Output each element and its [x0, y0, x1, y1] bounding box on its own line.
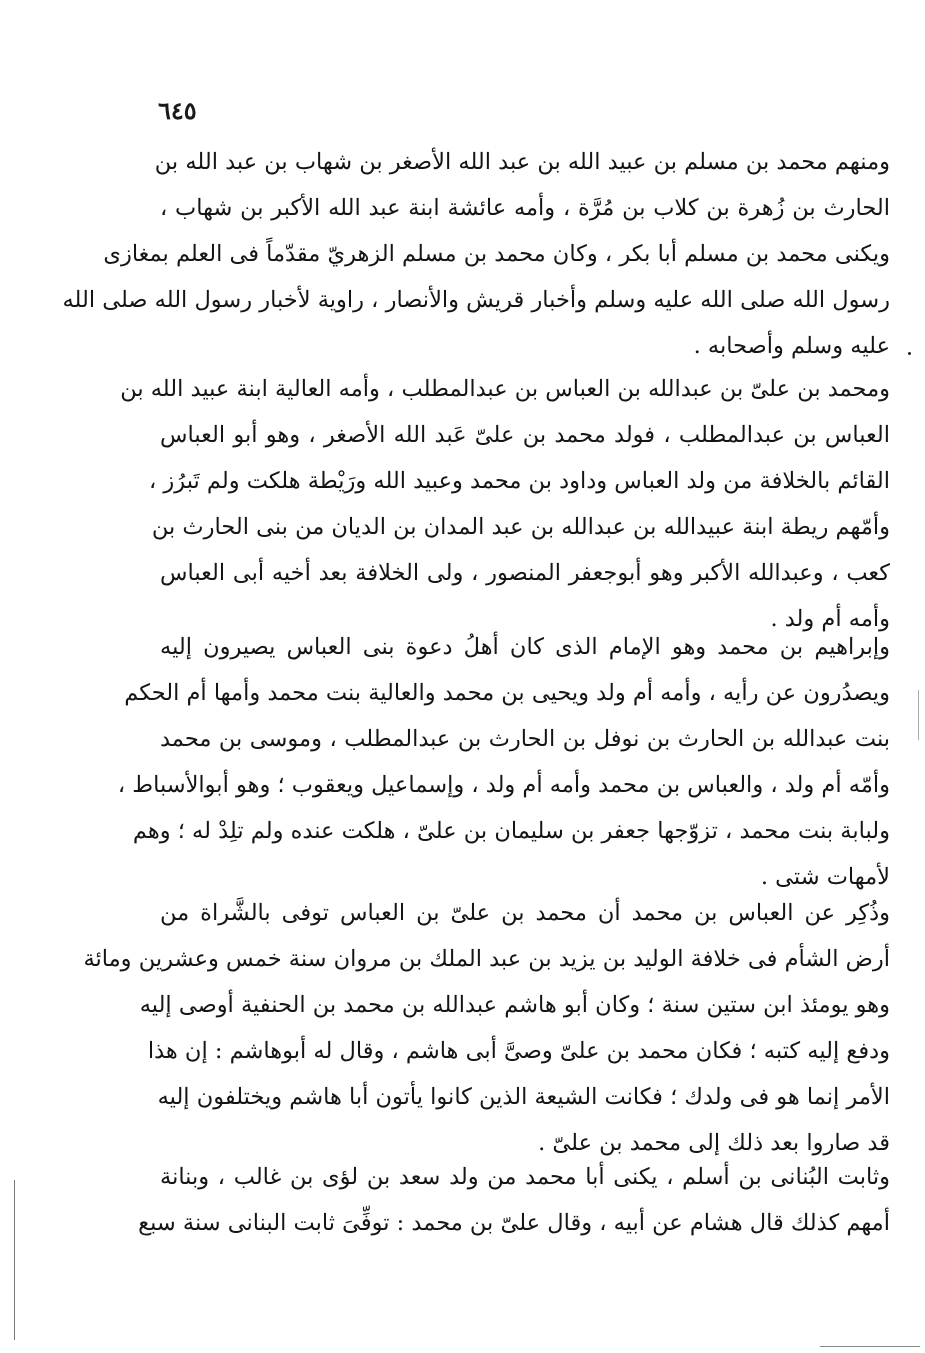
- text-line: بنت عبدالله بن الحارث بن نوفل بن الحارث بن عبدالمطلب ، وموسى بن محمد: [160, 726, 890, 752]
- text-line: وأمّهم ريطة ابنة عبيدالله بن عبدالله بن عبد المدان بن الديان من بنى الحارث بن: [151, 514, 890, 540]
- page-number: ٦٤٥: [158, 96, 197, 125]
- scan-edge-line: [918, 690, 919, 740]
- scan-edge-line: [14, 1180, 15, 1340]
- paragraph-5: [138, 1154, 890, 1246]
- text-line: وأمّه أم ولد ، والعباس بن محمد وأمه أم ولد ، وإسماعيل ويعقوب ؛ وهو أبوالأسباط ،: [117, 772, 890, 798]
- text-line: القائم بالخلافة من ولد العباس وداود بن محمد وعبيد الله ورَيْطة هلكت ولم تَبرُز ،: [149, 468, 890, 494]
- text-line: وذُكِر عن العباس بن محمد أن محمد بن علىّ بن العباس توفى بالشَّراة من: [160, 900, 890, 926]
- paragraph-1: [62, 139, 890, 369]
- text-line: وأمه أم ولد .: [770, 606, 890, 632]
- paragraph-2: [120, 366, 890, 642]
- text-line: كعب ، وعبدالله الأكبر وهو أبوجعفر المنصور ، ولى الخلافة بعد أخيه أبى العباس: [160, 560, 890, 586]
- text-line: ولبابة بنت محمد ، تزوّجها جعفر بن سليمان بن علىّ ، هلكت عنده ولم تلِدْ له ؛ وهم: [132, 818, 890, 844]
- scan-speck: [908, 352, 911, 355]
- text-line: ومحمد بن علىّ بن عبدالله بن العباس بن عبدالمطلب ، وأمه العالية ابنة عبيد الله بن: [120, 376, 890, 402]
- text-line: وإبراهيم بن محمد وهو الإمام الذى كان أهلُ دعوة بنى العباس يصيرون إليه: [160, 634, 890, 660]
- text-line: العباس بن عبدالمطلب ، فولد محمد بن علىّ عَبد الله الأصغر ، وهو أبو العباس: [160, 422, 890, 448]
- text-line: الأمر إنما هو فى ولدك ؛ فكانت الشيعة الذين كانوا يأتون أبا هاشم ويختلفون إليه: [157, 1084, 890, 1110]
- text-line: ومنهم محمد بن مسلم بن عبيد الله بن عبد الله الأصغر بن شهاب بن عبد الله بن: [154, 149, 890, 175]
- text-line: قد صاروا بعد ذلك إلى محمد بن علىّ .: [538, 1130, 890, 1156]
- text-line: رسول الله صلى الله عليه وسلم وأخبار قريش والأنصار ، راوية لأخبار رسول الله صلى الله: [62, 287, 890, 313]
- paragraph-3: [117, 624, 890, 900]
- text-line: ودفع إليه كتبه ؛ فكان محمد بن علىّ وصىَّ أبى هاشم ، وقال له أبوهاشم : إن هذا: [147, 1038, 890, 1064]
- text-line: الحارث بن زُهرة بن كلاب بن مُرَّة ، وأمه عائشة ابنة عبد الله الأكبر بن شهاب ،: [160, 195, 890, 221]
- text-line: أرض الشأم فى خلافة الوليد بن يزيد بن عبد الملك بن مروان سنة خمس وعشرين ومائة: [83, 946, 890, 972]
- text-line: ويصدُرون عن رأيه ، وأمه أم ولد ويحيى بن محمد والعالية بنت محمد وأمها أم الحكم: [124, 680, 890, 706]
- text-line: وهو يومئذ ابن ستين سنة ؛ وكان أبو هاشم عبدالله بن محمد بن الحنفية أوصى إليه: [139, 992, 890, 1018]
- text-line: وثابت البُنانى بن أسلم ، يكنى أبا محمد من ولد سعد بن لؤى بن غالب ، وبنانة: [160, 1164, 890, 1190]
- scan-edge-mark: [820, 1346, 920, 1347]
- text-line: عليه وسلم وأصحابه .: [693, 333, 890, 359]
- text-line: لأمهات شتى .: [760, 864, 890, 890]
- paragraph-4: [83, 890, 890, 1166]
- text-line: ويكنى محمد بن مسلم أبا بكر ، وكان محمد بن مسلم الزهريّ مقدّماً فى العلم بمغازى: [103, 241, 890, 267]
- text-line: أمهم كذلك قال هشام عن أبيه ، وقال علىّ بن محمد : توفِّىَ ثابت البنانى سنة سبع: [138, 1210, 890, 1236]
